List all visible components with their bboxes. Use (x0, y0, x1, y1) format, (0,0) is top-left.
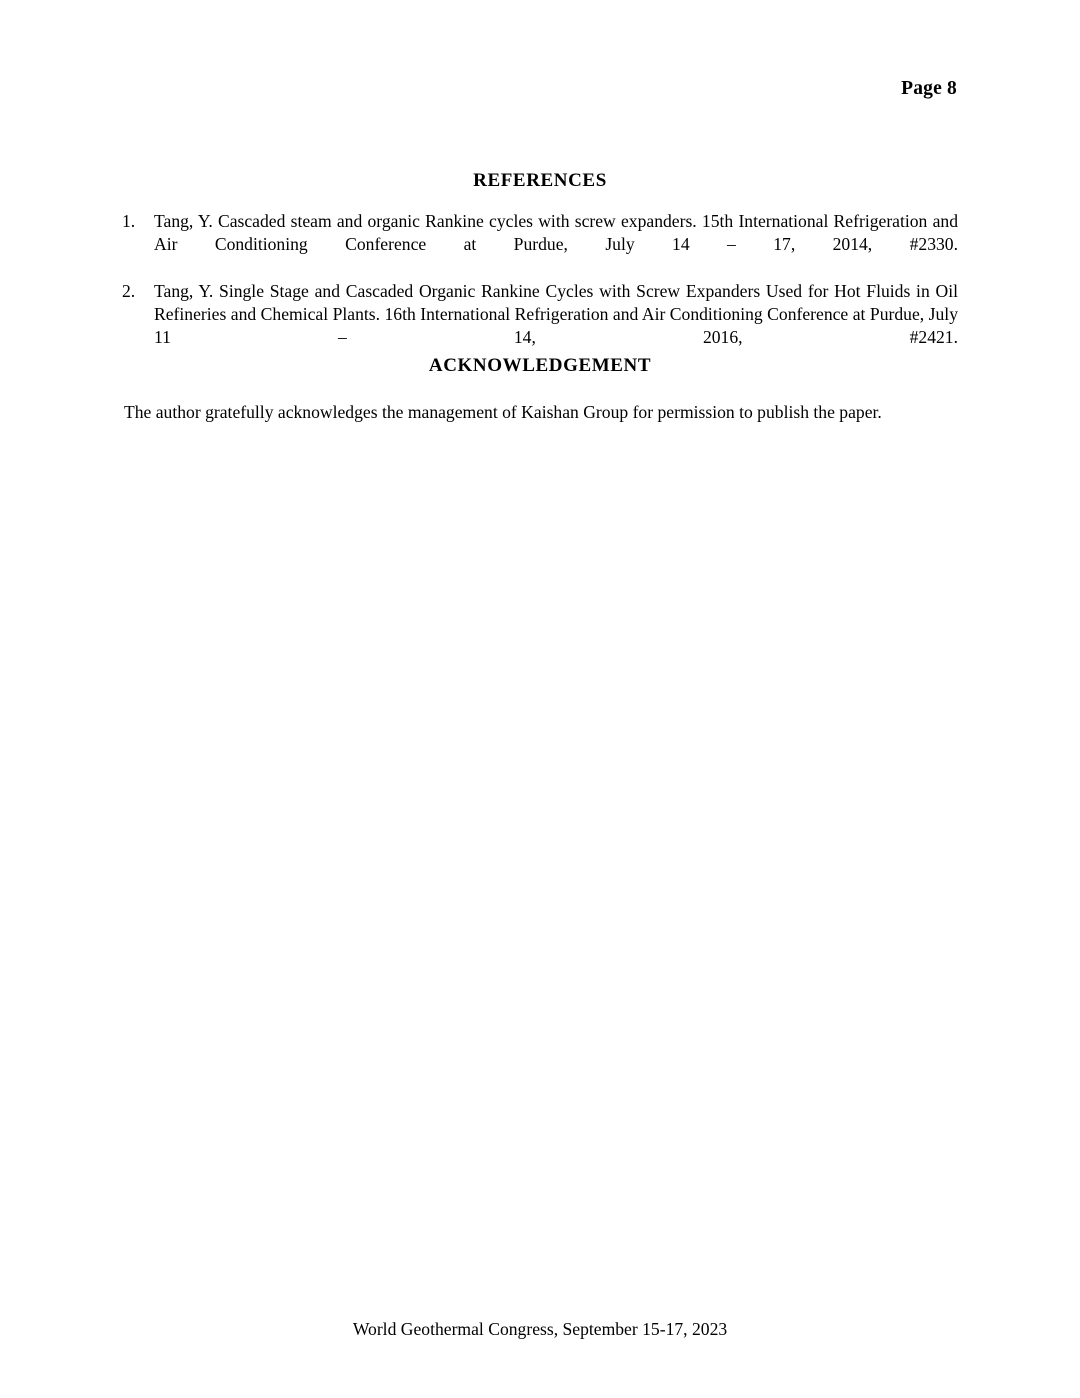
reference-text: Tang, Y. Cascaded steam and organic Rankine cycles with screw expanders. 15th International Refrigeration and Air Conditioning Conference at Purdue, July 14 – 17, 2014, #2330. (154, 211, 958, 255)
acknowledgement-body: The author gratefully acknowledges the management of Kaishan Group for permission to publish the paper. (124, 402, 882, 422)
acknowledgement-section-heading: ACKNOWLEDGEMENT (428, 355, 652, 376)
reference-number: 2. (122, 280, 136, 301)
references-list (122, 210, 958, 373)
page-footer: World Geothermal Congress, September 15-17, 2023 (352, 1319, 728, 1339)
list-item (122, 210, 958, 280)
reference-number: 1. (122, 211, 136, 231)
references-section-heading: REFERENCES (473, 170, 607, 191)
reference-text: Tang, Y. Single Stage and Cascaded Organic Rankine Cycles with Screw Expanders Used for Hot Fluids in Oil Refineries and Chemical Plants. 16th International Refrigeration and Air Conditioning Conference at Purdue, July 11 – 14, 2016, #2421. (154, 280, 958, 348)
page-number-header: Page 8 (901, 78, 957, 99)
